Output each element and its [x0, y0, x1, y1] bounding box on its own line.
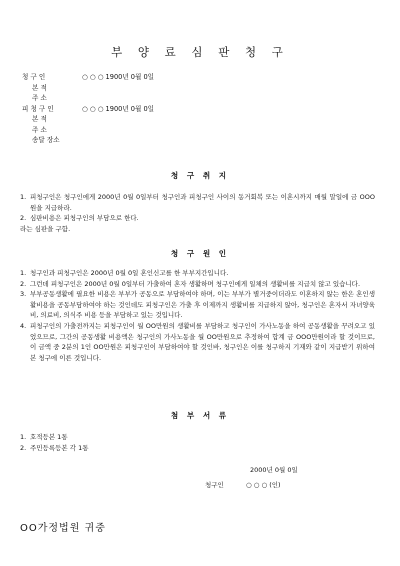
respondent-label: 피 청 구 인	[22, 104, 54, 113]
signer-label: 청구인	[205, 481, 224, 489]
signer-value: ○ ○ ○ (인)	[246, 481, 281, 489]
claimant-address-row	[22, 93, 154, 104]
purpose-closing: 라는 심판을 구함.	[20, 224, 71, 233]
attachments-body	[20, 432, 220, 453]
purpose-heading: 청 구 취 지	[170, 171, 230, 180]
attachment-item-number: 1.	[20, 433, 27, 441]
attachments-heading: 첨 부 서 류	[170, 411, 230, 420]
claimant-domicile-row	[22, 83, 154, 94]
respondent-domicile-row	[22, 114, 154, 125]
respondent-address-row	[22, 125, 154, 136]
attachment-item-text: 주민등록등본 각 1통	[30, 443, 89, 452]
cause-item	[20, 268, 375, 279]
purpose-item-text: 피청구인은 청구인에게 2000년 0월 0일부터 청구인과 피청구인 사이의 동거회복 또는 이혼시까지 매월 말일에 금 OOO원을 지급하라.	[30, 193, 375, 212]
attachment-item-text: 호적등본 1통	[30, 433, 68, 441]
cause-item-number: 3.	[20, 290, 27, 299]
signature-date: 2000년 0월 0일	[250, 466, 298, 474]
cause-item-text: 그런데 피청구인은 2000년 0월 0일부터 가출하여 혼자 생활하며 청구인에게 일체의 생활비를 지급치 않고 있습니다.	[30, 279, 361, 288]
cause-item	[20, 279, 375, 290]
purpose-item-number: 2.	[20, 214, 27, 223]
parties-block	[22, 72, 154, 146]
purpose-item-text: 심판비용은 피청구인의 부담으로 한다.	[30, 214, 139, 223]
claimant-label: 청 구 인	[22, 73, 46, 81]
purpose-item-number: 1.	[20, 193, 27, 201]
cause-item-text: 피청구인의 가출전까지는 피청구인이 월 OO만원의 생활비를 부담하고 청구인이 가사노동을 하여 공동생활을 꾸려오고 있었으므로, 그간의 공동생활 비용액은 청구인의 가사노동을 월 OO만원으로 추정하여 합계 금 OOO만원이라 할 것이므로, 이 금액 중 2분의 1인 OO만원은 피청구인이 부담하여야 할 것인바, 청구인은 이를 청구하지 기재와 같이 지급받기 위하여 본 청구에 이른 것입니다.	[30, 321, 375, 362]
claimant-row	[22, 72, 154, 83]
service-address-row	[22, 135, 154, 146]
claimant-address-label: 주 소	[32, 94, 47, 102]
service-address-label: 송달 장소	[32, 136, 60, 144]
attachment-item	[20, 432, 220, 443]
purpose-item	[20, 213, 375, 224]
cause-item-text: 청구인과 피청구인은 2000년 0월 0일 혼인신고를 한 부부지간입니다.	[30, 269, 229, 277]
cause-item-number: 2.	[20, 279, 27, 288]
attachment-item	[20, 443, 220, 454]
cause-body	[20, 268, 375, 363]
cause-heading: 청 구 원 인	[170, 249, 230, 258]
attachment-item-number: 2.	[20, 443, 27, 452]
purpose-body	[20, 192, 375, 234]
cause-item-number: 1.	[20, 269, 27, 277]
cause-item-number: 4.	[20, 321, 27, 330]
document-title: 부 양 료 심 판 청 구	[111, 45, 289, 59]
respondent-domicile-label: 본 적	[32, 115, 47, 123]
cause-item	[20, 289, 375, 321]
claimant-value: ○ ○ ○ 1900년 0월 0일	[82, 73, 155, 81]
respondent-value: ○ ○ ○ 1900년 0월 0일	[82, 104, 155, 113]
cause-item-text: 부부공동생활에 필요한 비용은 부부가 공동으로 부담하여야 하며, 이는 부부가 별거중이더라도 이혼하지 않는 한은 혼인생활비용을 공동부담하여야 하는 것인데도 피청구인은 가출 후 이제까지 생활비를 지급하지 않아, 청구인은 혼자서 자녀양육비, 의료비, 의식주 비용 등을 부담하고 있는 것입니다.	[30, 290, 375, 320]
cause-item	[20, 321, 375, 363]
purpose-item	[20, 192, 375, 213]
court-addressee: OO가정법원 귀중	[20, 523, 106, 534]
signature-line	[205, 480, 281, 489]
respondent-address-label: 주 소	[32, 125, 47, 134]
claimant-domicile-label: 본 적	[32, 83, 47, 92]
respondent-row	[22, 104, 154, 115]
